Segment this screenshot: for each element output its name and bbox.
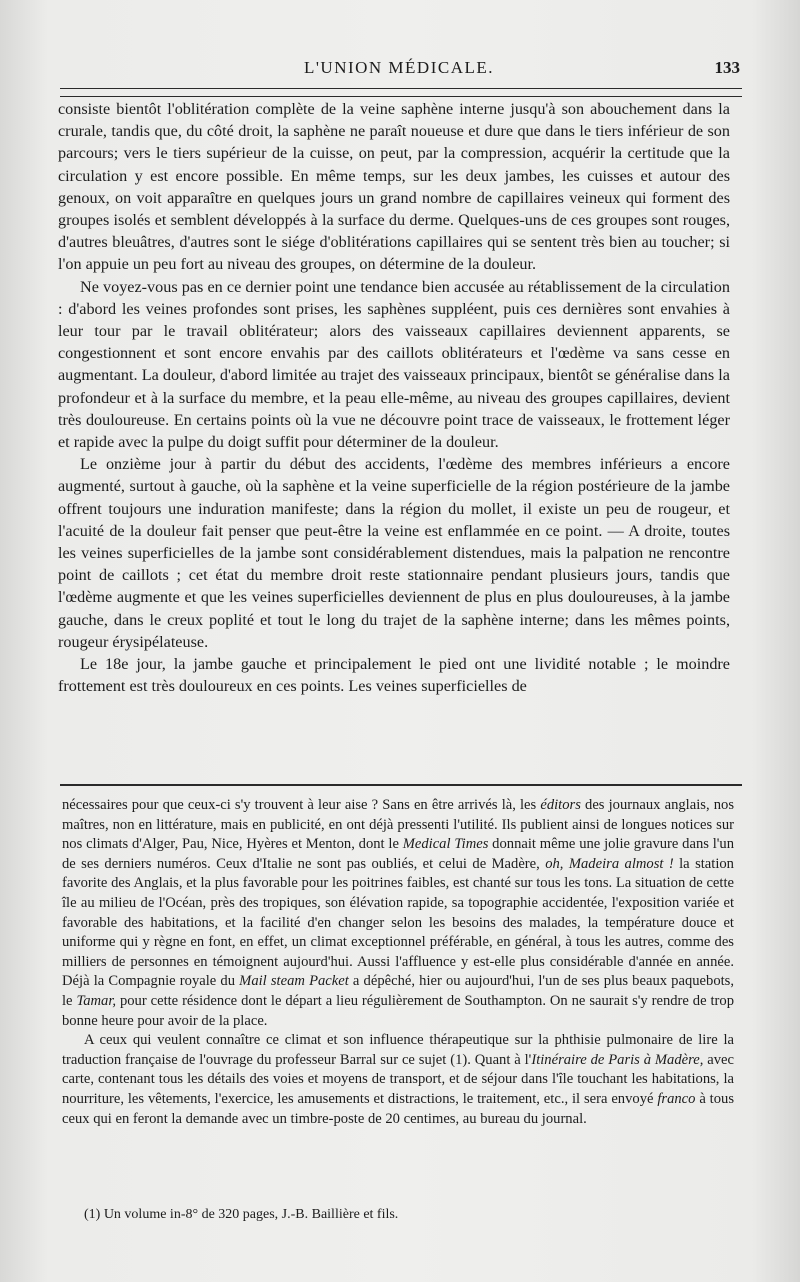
italic-run: Mail steam Packet [239, 973, 349, 990]
text-run: a dépêché, hier ou aujourd'hui, l'un de ses plus beaux paquebots, le [62, 973, 735, 1009]
text-run: des journaux anglais, nos maîtres, non en littérature, mais en publicité, en ont déjà pressenti l'utilité. Ils publient ainsi de longues notices sur nos climats d'Alger, Pau, Nice, Hyères et Menton, dont le [62, 797, 734, 853]
italic-run: franco [657, 1090, 696, 1107]
feuilleton-separator [60, 784, 742, 786]
italic-run: éditors [540, 797, 581, 813]
page-title: L'UNION MÉDICALE. [303, 58, 495, 77]
main-paragraph: consiste bientôt l'oblitération complète de la veine saphène interne jusqu'à son abouchement dans la crurale, tandis que, du côté droit, la saphène ne paraît noueuse et dure que dans le tiers inférieur de son parcours; vers le tiers supérieur de la cuisse, on peut, par la compression, acquérir la certitude que la circulation y est encore possible. En même temps, sur les deux jambes, les cuisses et autour des genoux, on voit apparaître en quelques jours un grand nombre de capillaires veineux qui forment des groupes isolés et semblent développés à la surface du derme. Quelques-uns de ces groupes sont rouges, d'autres bleuâtres, d'autres sont le siége d'oblitérations capillaires qui se sentent très bien au toucher; si l'on appuie un peu fort au niveau des groupes, on détermine de la douleur. [58, 100, 730, 274]
text-run: donnait même une jolie gravure dans l'un de ses derniers numéros. Ceux d'Italie ne sont pas oubliés, et celui de Madère, [62, 836, 734, 872]
header-rule-thick [60, 96, 742, 97]
running-head [58, 52, 740, 82]
text-run: pour cette résidence dont le départ a lieu régulièrement de Southampton. On ne saurait s'y rendre de trop bonne heure pour avoir de la place. [62, 992, 734, 1029]
main-paragraph: Le onzième jour à partir du début des accidents, l'œdème des membres inférieurs a encore augmenté, surtout à gauche, où la saphène et la veine superficielle de la région postérieure de la jambe offrent toujours une induration manifeste; dans la région du mollet, il existe un peu de rougeur, et l'acuité de la douleur fait penser que peut-être la veine est enflammée en ce point. — A droite, toutes les veines superficielles de la jambe sont considérablement distendues, mais la palpation ne rencontre point de caillots ; cet état du membre droit reste stationnaire pendant plusieurs jours, tandis que l'œdème augmente et que les veines superficielles deviennent de plus en plus douloureuses, à la jambe gauche, dans le creux poplité et tout le long du trajet de la saphène interne; dans les mêmes points, rougeur érysipélateuse. [58, 455, 730, 651]
text-run: avec carte, contenant tous les détails des voies et moyens de transport, et de séjour dans l'île touchant les habitations, la nourriture, les vêtements, l'exercice, les amusements et distractions, le traitement, etc., il sera envoyé [62, 1051, 735, 1107]
italic-run: oh, Madeira almost ! [545, 855, 674, 872]
feuilleton-paragraph [62, 1031, 734, 1129]
main-paragraph: Ne voyez-vous pas en ce dernier point une tendance bien accusée au rétablissement de la circulation : d'abord les veines profondes sont prises, les saphènes suppléent, puis ces dernières sont envahies à leur tour par le travail oblitérateur; alors des vaisseaux capillaires deviennent apparents, se congestionnent et sont encore envahis par des caillots oblitérateurs et l'œdème va sans cesse en augmentant. La douleur, d'abord limitée au trajet des vaisseaux principaux, bientôt se généralise dans la profondeur et à la surface du membre, et la peau elle-même, au niveau des groupes capillaires, devient très douloureuse. En certains points où la vue ne découvre point trace de vaisseaux, le frottement léger et rapide avec la pulpe du doigt suffit pour déterminer de la douleur. [58, 277, 730, 452]
page-number: 133 [714, 58, 740, 77]
text-run: A ceux qui veulent connaître ce climat et son influence thérapeutique sur la phthisie pulmonaire de lire la traduction française de l'ouvrage du professeur Barral sur ce sujet (1). Quant à l' [62, 1032, 734, 1068]
main-text [58, 98, 730, 697]
text-run: nécessaires pour que ceux-ci s'y trouvent à leur aise ? Sans en être arrivés là, les [62, 797, 541, 813]
text-run: à tous ceux qui en feront la demande avec un timbre-poste de 20 centimes, au bureau du journal. [62, 1090, 734, 1127]
feuilleton-paragraph [62, 796, 734, 1031]
header-rule-thin [60, 88, 742, 89]
text-run: la station favorite des Anglais, et la plus favorable pour les poitrines faibles, est chanté sur tous les tons. La situation de cette île au milieu de l'Océan, près des tropiques, son élévation rapide, sa topographie accidentée, l'exposition variée et favorable des habitations, et la facilité d'en changer selon les besoins des malades, la température douce et uniforme qui y règne en font, en effet, un climat exceptionnel préférable, en général, à tous les autres, comme des milliers de personnes en témoignent aujourd'hui. Aussi l'affluence y est-elle plus considérable d'année en année. Déjà la Compagnie royale du [62, 855, 734, 990]
italic-run: Medical Times [402, 836, 489, 853]
main-paragraph: Le 18e jour, la jambe gauche et principalement le pied ont une lividité notable ; le moindre frottement est très douloureux en ces points. Les veines superficielles de [58, 655, 730, 696]
footnote: (1) Un volume in-8° de 320 pages, J.-B. Baillière et fils. [84, 1207, 399, 1222]
feuilleton-text [62, 796, 734, 1129]
italic-run: Tamar, [76, 992, 117, 1009]
italic-run: Itinéraire de Paris à Madère, [531, 1051, 704, 1068]
